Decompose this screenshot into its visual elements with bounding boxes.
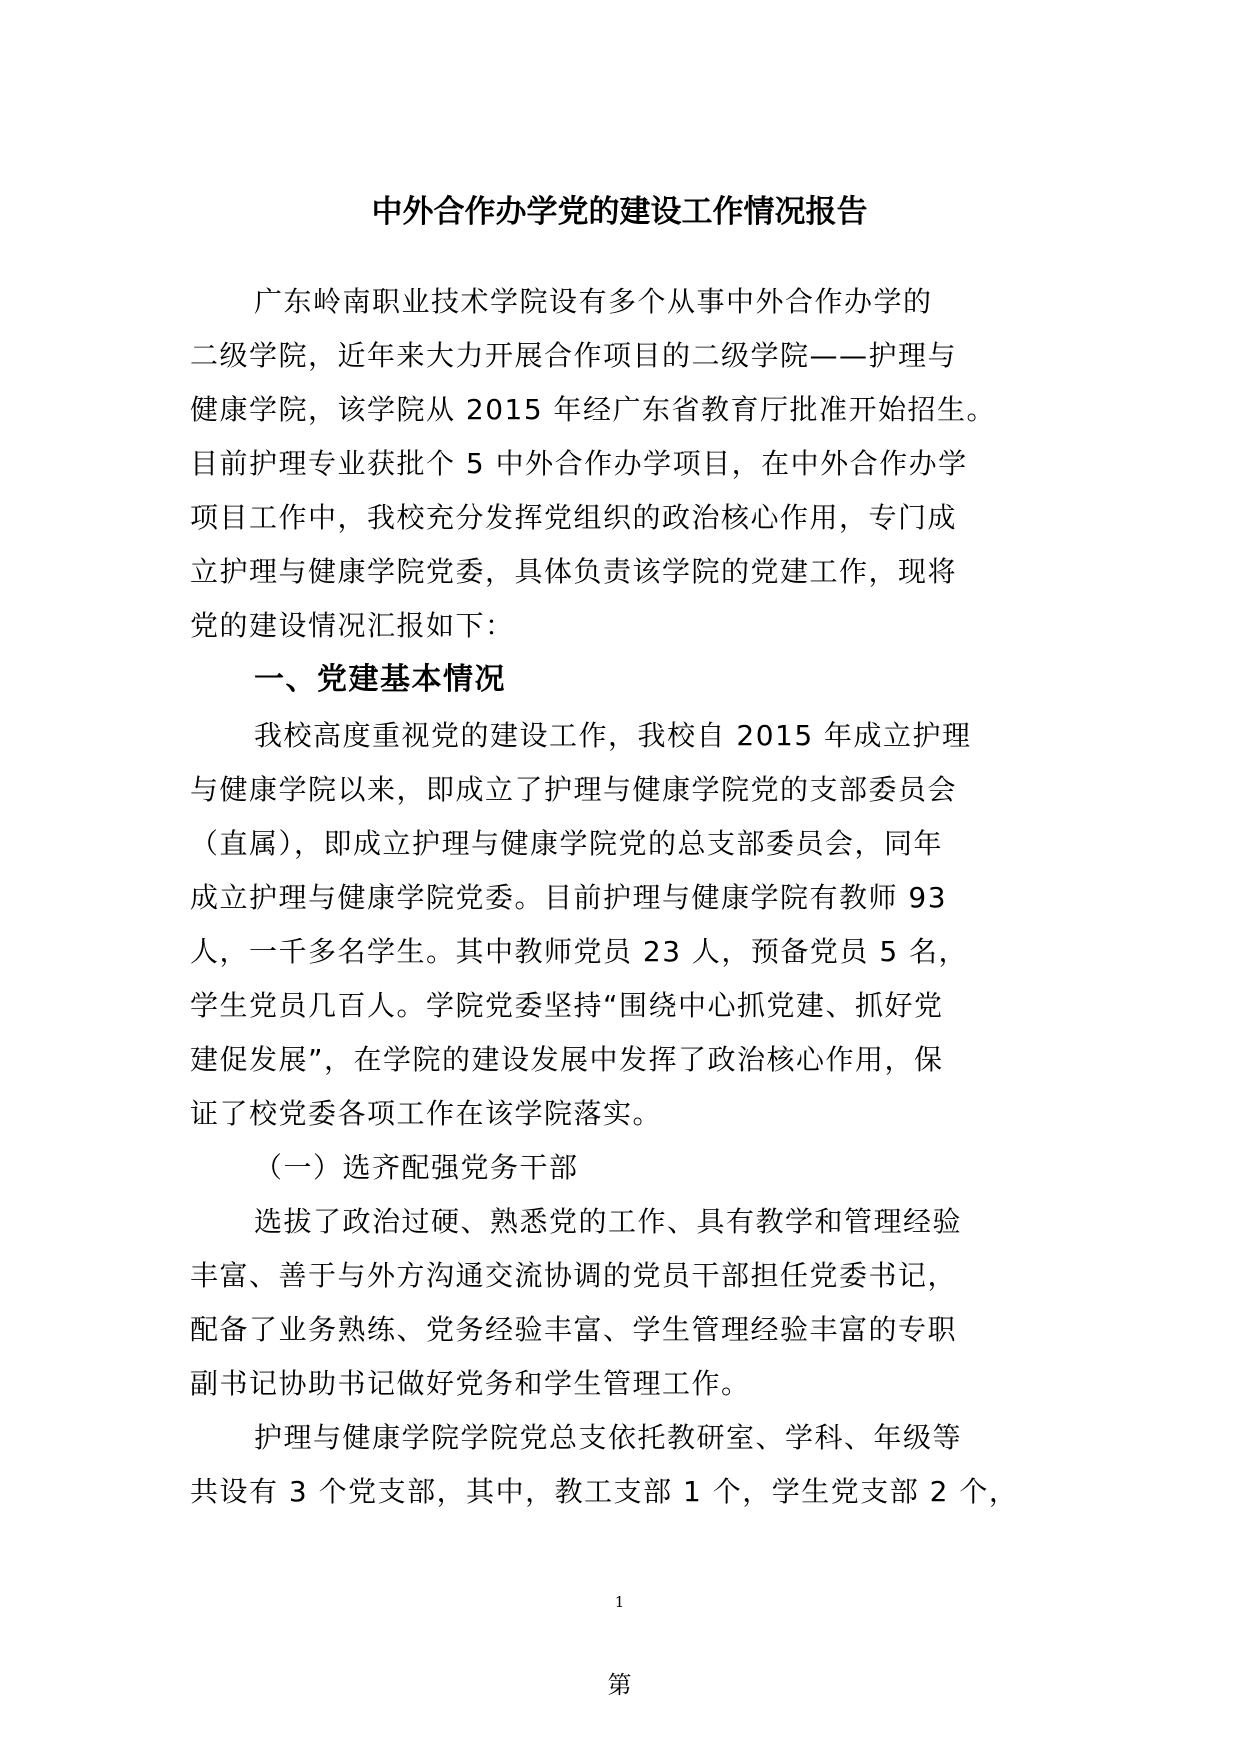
document-title: 中外合作办学党的建设工作情况报告 [371,194,868,230]
paragraph-line: 与健康学院以来，即成立了护理与健康学院党的支部委员会 [190,773,958,806]
paragraph-line: 共设有 3 个党支部，其中，教工支部 1 个，学生党支部 2 个， [190,1475,1019,1508]
subsection-heading: （一）选齐配强党务干部 [254,1151,579,1184]
paragraph-line: 党的建设情况汇报如下： [190,609,515,642]
paragraph-line: 项目工作中，我校充分发挥党组织的政治核心作用，专门成 [190,501,958,534]
paragraph-line: 选拔了政治过硬、熟悉党的工作、具有教学和管理经验 [254,1205,963,1238]
paragraph-line: 立护理与健康学院党委，具体负责该学院的党建工作，现将 [190,555,958,588]
paragraph-line: 学生党员几百人。学院党委坚持“围绕中心抓党建、抓好党 [190,989,944,1022]
paragraph-line: 目前护理专业获批个 5 中外合作办学项目，在中外合作办学 [190,447,968,480]
paragraph-line: 二级学院，近年来大力开展合作项目的二级学院——护理与 [190,339,958,372]
paragraph-line: 护理与健康学院学院党总支依托教研室、学科、年级等 [254,1421,963,1454]
paragraph-line: 配备了业务熟练、党务经验丰富、学生管理经验丰富的专职 [190,1313,958,1346]
paragraph-line: 成立护理与健康学院党委。目前护理与健康学院有教师 93 [190,881,948,914]
paragraph-line: （直属），即成立护理与健康学院党的总支部委员会，同年 [190,827,944,860]
paragraph-line: 丰富、善于与外方沟通交流协调的党员干部担任党委书记， [190,1259,958,1292]
paragraph-line: 广东岭南职业技术学院设有多个从事中外合作办学的 [254,285,933,318]
paragraph-line: 建促发展”，在学院的建设发展中发挥了政治核心作用，保 [190,1043,944,1076]
page-footer: 第 [607,1671,632,1699]
paragraph-line: 健康学院，该学院从 2015 年经广东省教育厅批准开始招生。 [190,393,997,426]
section-heading: 一、党建基本情况 [254,662,506,697]
paragraph-line: 我校高度重视党的建设工作，我校自 2015 年成立护理 [254,719,972,752]
paragraph-line: 人，一千多名学生。其中教师党员 23 人，预备党员 5 名， [190,935,969,968]
paragraph-line: 证了校党委各项工作在该学院落实。 [190,1097,663,1130]
paragraph-line: 副书记协助书记做好党务和学生管理工作。 [190,1367,751,1400]
page-number: 1 [614,1593,625,1611]
